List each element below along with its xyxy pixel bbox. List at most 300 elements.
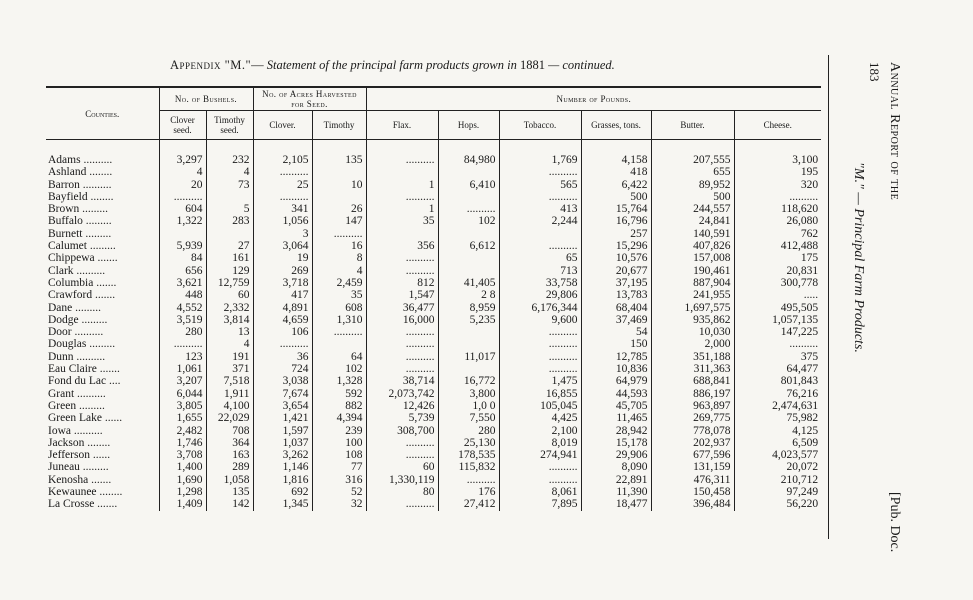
table-cell: 24,841 [651, 215, 734, 227]
table-cell: 161 [206, 252, 253, 264]
table-cell: 500 [581, 191, 651, 203]
table-row [46, 228, 821, 240]
table-cell: 129 [206, 265, 253, 277]
table-cell: .......... [366, 265, 438, 277]
table-cell: .......... [499, 363, 581, 375]
table-cell: 20 [159, 179, 206, 191]
table-cell: 60 [206, 289, 253, 301]
table-row [46, 240, 821, 252]
table-cell: 341 [253, 203, 312, 215]
table-cell: 29,806 [499, 289, 581, 301]
table-cell: 84 [159, 252, 206, 264]
table-cell: 1,475 [499, 375, 581, 387]
table-cell: .......... [366, 326, 438, 338]
table-cell: 3,064 [253, 240, 312, 252]
table-cell: 15,296 [581, 240, 651, 252]
table-cell: 3,814 [206, 314, 253, 326]
table-cell: 1,597 [253, 425, 312, 437]
county-name: Brown ......... [48, 203, 109, 216]
table-cell [438, 252, 499, 264]
table-cell: .......... [499, 166, 581, 178]
table-cell: 5,939 [159, 240, 206, 252]
table-cell: 6,044 [159, 388, 206, 400]
table-cell: 52 [312, 486, 366, 498]
table-cell: 20,831 [734, 265, 821, 277]
table-cell: 11,465 [581, 412, 651, 424]
table-cell: 677,596 [651, 449, 734, 461]
table-row [46, 166, 821, 178]
table-cell [438, 191, 499, 203]
table-row [46, 400, 821, 412]
table-cell: 1,816 [253, 474, 312, 486]
table-cell: 16,000 [366, 314, 438, 326]
vertical-rule [828, 55, 829, 539]
table-cell: 80 [366, 486, 438, 498]
table-cell: 495,505 [734, 302, 821, 314]
county-name: Door .......... [48, 326, 104, 339]
table-cell: 274,941 [499, 449, 581, 461]
farm-products-table [46, 86, 821, 511]
table-cell: 64 [312, 351, 366, 363]
table-cell: 963,897 [651, 400, 734, 412]
header-clover: Clover. [253, 111, 312, 140]
table-cell: 724 [253, 363, 312, 375]
table-cell: 4 [206, 338, 253, 350]
table-cell: 6,176,344 [499, 302, 581, 314]
table-cell: 7,895 [499, 498, 581, 510]
table-row [46, 314, 821, 326]
table-cell: 935,862 [651, 314, 734, 326]
table-cell: 308,700 [366, 425, 438, 437]
table-cell: 26 [312, 203, 366, 215]
table-cell: 608 [312, 302, 366, 314]
table-row [46, 191, 821, 203]
table-cell: 244,557 [651, 203, 734, 215]
table-cell: 11,390 [581, 486, 651, 498]
header-bushels: No. of Bushels. [159, 87, 253, 111]
table-cell: 190,461 [651, 265, 734, 277]
county-name: Buffalo ......... [48, 215, 112, 228]
table-cell: 4,023,577 [734, 449, 821, 461]
table-cell: .......... [253, 338, 312, 350]
table-row [46, 498, 821, 510]
table-row [46, 486, 821, 498]
table-cell: 3,100 [734, 140, 821, 167]
table-cell: 1,769 [499, 140, 581, 167]
table-cell: 178,535 [438, 449, 499, 461]
table-cell: 4,158 [581, 140, 651, 167]
table-cell: 150,458 [651, 486, 734, 498]
table-cell: 12,785 [581, 351, 651, 363]
table-cell: 4,891 [253, 302, 312, 314]
county-name: Bayfield ........ [48, 190, 114, 203]
table-cell: 16,855 [499, 388, 581, 400]
county-name: Kenosha ....... [48, 473, 112, 486]
table-cell [366, 166, 438, 178]
table-cell: 13,783 [581, 289, 651, 301]
table-cell: 656 [159, 265, 206, 277]
table-cell: 140,591 [651, 228, 734, 240]
table-cell: 4,659 [253, 314, 312, 326]
table-cell: 9,600 [499, 314, 581, 326]
table-cell: .......... [253, 191, 312, 203]
county-name: Grant .......... [48, 387, 106, 400]
table-cell: 27 [206, 240, 253, 252]
table-cell: 3,718 [253, 277, 312, 289]
header-timothy: Timothy [312, 111, 366, 140]
table-cell: .......... [366, 140, 438, 167]
table-cell: 812 [366, 277, 438, 289]
table-cell: 708 [206, 425, 253, 437]
table-cell: .......... [366, 363, 438, 375]
table-row [46, 252, 821, 264]
table-cell: 6,410 [438, 179, 499, 191]
county-name: Clark .......... [48, 264, 106, 277]
table-cell: 300,778 [734, 277, 821, 289]
table-cell: 29,906 [581, 449, 651, 461]
table-cell: 100 [312, 437, 366, 449]
table-cell: 1,655 [159, 412, 206, 424]
table-cell: 4,125 [734, 425, 821, 437]
table-cell: 12,759 [206, 277, 253, 289]
table-cell: 36 [253, 351, 312, 363]
county-name: Green ......... [48, 399, 105, 412]
table-cell: 202,937 [651, 437, 734, 449]
table-row [46, 375, 821, 387]
table-cell: 38,714 [366, 375, 438, 387]
running-head [886, 62, 902, 553]
table-cell: 22,029 [206, 412, 253, 424]
table-cell: 142 [206, 498, 253, 510]
table-cell: 6,422 [581, 179, 651, 191]
table-cell: 102 [312, 363, 366, 375]
table-cell: 2,073,742 [366, 388, 438, 400]
table-row [46, 289, 821, 301]
table-row [46, 302, 821, 314]
table-cell: 1,911 [206, 388, 253, 400]
table-cell: 257 [581, 228, 651, 240]
table-cell [206, 191, 253, 203]
table-cell: 10,030 [651, 326, 734, 338]
table-cell: 8 [312, 252, 366, 264]
table-cell: 1,330,119 [366, 474, 438, 486]
table-cell [499, 228, 581, 240]
county-name: Crawford ....... [48, 289, 116, 302]
table-cell: 2,482 [159, 425, 206, 437]
header-butter: Butter. [651, 111, 734, 140]
table-cell: 26,080 [734, 215, 821, 227]
table-row [46, 203, 821, 215]
table-cell: 1,057,135 [734, 314, 821, 326]
table-cell: 412,488 [734, 240, 821, 252]
table-cell: 239 [312, 425, 366, 437]
table-row [46, 338, 821, 350]
table-cell: 64,979 [581, 375, 651, 387]
table-cell: 45,705 [581, 400, 651, 412]
table-cell: 887,904 [651, 277, 734, 289]
table-row [46, 140, 821, 167]
table-cell: .......... [438, 474, 499, 486]
table-cell: 1,058 [206, 474, 253, 486]
table-cell: 76,216 [734, 388, 821, 400]
table-cell: .......... [499, 474, 581, 486]
running-head-title: Annual Report of the [887, 62, 902, 201]
table-cell: 2,474,631 [734, 400, 821, 412]
table-cell: 176 [438, 486, 499, 498]
county-name: Columbia ....... [48, 276, 117, 289]
table-cell: .......... [499, 461, 581, 473]
table-cell: 20,072 [734, 461, 821, 473]
table-cell: 41,405 [438, 277, 499, 289]
table-cell: 364 [206, 437, 253, 449]
table-cell: 10 [312, 179, 366, 191]
table-cell: .......... [499, 351, 581, 363]
county-name: Fond du Lac .... [48, 375, 121, 388]
table-cell: .......... [499, 191, 581, 203]
table-cell: 77 [312, 461, 366, 473]
county-name: Jackson ........ [48, 436, 111, 449]
table-cell: 4 [159, 166, 206, 178]
table-cell: 157,008 [651, 252, 734, 264]
table-caption [170, 58, 730, 73]
table-cell: 3,519 [159, 314, 206, 326]
table-cell: .......... [253, 166, 312, 178]
table-cell: 35 [312, 289, 366, 301]
table-cell: .......... [438, 203, 499, 215]
table-cell: 1,345 [253, 498, 312, 510]
table-cell: .......... [366, 252, 438, 264]
table-cell: 1,310 [312, 314, 366, 326]
table-cell: 4,552 [159, 302, 206, 314]
table-cell [312, 338, 366, 350]
county-name: Dunn .......... [48, 350, 106, 363]
table-cell: 3,207 [159, 375, 206, 387]
table-cell: 418 [581, 166, 651, 178]
table-cell [438, 326, 499, 338]
table-cell: 131,159 [651, 461, 734, 473]
table-cell: .......... [366, 191, 438, 203]
table-cell: 311,363 [651, 363, 734, 375]
table-cell: 1,328 [312, 375, 366, 387]
table-cell: 175 [734, 252, 821, 264]
table-cell: 5,739 [366, 412, 438, 424]
table-cell: 1,037 [253, 437, 312, 449]
table-cell: 655 [651, 166, 734, 178]
table-cell: 269 [253, 265, 312, 277]
table-cell: 4,394 [312, 412, 366, 424]
table-cell: 135 [206, 486, 253, 498]
table-cell: 1,146 [253, 461, 312, 473]
table-cell: 64,477 [734, 363, 821, 375]
table-cell: 22,891 [581, 474, 651, 486]
table-cell: 762 [734, 228, 821, 240]
farm-products-table-wrap [46, 86, 821, 511]
table-cell: 73 [206, 179, 253, 191]
table-cell: 33,758 [499, 277, 581, 289]
table-cell: 7,674 [253, 388, 312, 400]
table-cell: 351,188 [651, 351, 734, 363]
table-cell: 1,322 [159, 215, 206, 227]
table-cell: 232 [206, 140, 253, 167]
table-cell [206, 228, 253, 240]
table-cell: 2,459 [312, 277, 366, 289]
table-cell: 35 [366, 215, 438, 227]
table-cell: 16 [312, 240, 366, 252]
table-cell: 16,796 [581, 215, 651, 227]
table-cell: 8,090 [581, 461, 651, 473]
table-cell: 3,297 [159, 140, 206, 167]
table-cell: 25,130 [438, 437, 499, 449]
table-cell: 1,746 [159, 437, 206, 449]
table-cell: 4,100 [206, 400, 253, 412]
table-cell: 886,197 [651, 388, 734, 400]
table-cell: 241,955 [651, 289, 734, 301]
table-cell: 3,805 [159, 400, 206, 412]
county-name: Eau Claire ....... [48, 363, 120, 376]
table-cell: 283 [206, 215, 253, 227]
caption-dash: — [251, 58, 264, 72]
table-cell: 60 [366, 461, 438, 473]
table-cell: .......... [499, 326, 581, 338]
table-cell: 5 [206, 203, 253, 215]
table-cell: 8,959 [438, 302, 499, 314]
table-cell: 316 [312, 474, 366, 486]
county-name: Adams .......... [48, 154, 113, 166]
table-cell: 105,045 [499, 400, 581, 412]
table-cell: .......... [159, 338, 206, 350]
table-cell: 32 [312, 498, 366, 510]
table-cell: 106 [253, 326, 312, 338]
table-cell: .......... [312, 326, 366, 338]
table-cell: 2,000 [651, 338, 734, 350]
table-cell: 37,195 [581, 277, 651, 289]
table-cell: 12,426 [366, 400, 438, 412]
table-cell: 10,836 [581, 363, 651, 375]
table-cell: 1,697,575 [651, 302, 734, 314]
header-acres: No. of Acres Harvested for Seed. [253, 87, 366, 111]
running-head-pub: [Pub. Doc. [887, 492, 902, 553]
table-cell: .......... [499, 240, 581, 252]
table-cell: 2 8 [438, 289, 499, 301]
table-cell: 396,484 [651, 498, 734, 510]
table-row [46, 437, 821, 449]
table-cell: 4 [206, 166, 253, 178]
table-cell: 1 [366, 203, 438, 215]
header-grasses: Grasses, tons. [581, 111, 651, 140]
table-cell: 7,518 [206, 375, 253, 387]
table-cell [366, 228, 438, 240]
table-cell: ..... [734, 289, 821, 301]
county-name: Burnett ......... [48, 227, 112, 240]
table-cell: 150 [581, 338, 651, 350]
table-cell: 102 [438, 215, 499, 227]
county-name: Dane ......... [48, 301, 102, 314]
table-cell: 3,654 [253, 400, 312, 412]
table-row [46, 412, 821, 424]
table-cell [312, 166, 366, 178]
table-cell: .......... [366, 498, 438, 510]
table-row [46, 351, 821, 363]
table-row [46, 265, 821, 277]
caption-appendix: Appendix "M." [170, 58, 252, 72]
table-cell: 8,061 [499, 486, 581, 498]
table-cell: 476,311 [651, 474, 734, 486]
table-cell: 375 [734, 351, 821, 363]
table-cell [159, 228, 206, 240]
side-title: "M." — Principal Farm Products. [851, 162, 866, 353]
caption-year: 1881 [519, 58, 545, 72]
table-cell: 10,576 [581, 252, 651, 264]
county-name: Iowa .......... [48, 424, 103, 437]
table-cell: 801,843 [734, 375, 821, 387]
table-cell: 2,244 [499, 215, 581, 227]
table-cell: 1,547 [366, 289, 438, 301]
table-cell [438, 228, 499, 240]
table-cell: 604 [159, 203, 206, 215]
table-row [46, 277, 821, 289]
table-cell: 3,708 [159, 449, 206, 461]
table-cell: 135 [312, 140, 366, 167]
table-cell: .......... [734, 191, 821, 203]
header-tobacco: Tobacco. [499, 111, 581, 140]
table-cell [438, 338, 499, 350]
table-cell: 195 [734, 166, 821, 178]
table-cell: .......... [499, 338, 581, 350]
table-row [46, 215, 821, 227]
table-row [46, 425, 821, 437]
table-body [46, 140, 821, 511]
table-cell: 3 [253, 228, 312, 240]
table-cell [312, 191, 366, 203]
table-cell: 97,249 [734, 486, 821, 498]
table-cell: 7,550 [438, 412, 499, 424]
table-cell: 2,105 [253, 140, 312, 167]
table-cell: 1 [366, 179, 438, 191]
table-cell: 89,952 [651, 179, 734, 191]
table-cell: 11,017 [438, 351, 499, 363]
county-name: Douglas ......... [48, 338, 116, 351]
table-cell: 280 [438, 425, 499, 437]
header-clover-seed: Clover seed. [159, 111, 206, 140]
table-cell: 163 [206, 449, 253, 461]
county-name: Barron .......... [48, 178, 112, 191]
table-cell: 371 [206, 363, 253, 375]
table-cell: 115,832 [438, 461, 499, 473]
table-cell: 269,775 [651, 412, 734, 424]
header-flax: Flax. [366, 111, 438, 140]
county-name: Juneau ......... [48, 461, 109, 474]
table-row [46, 179, 821, 191]
table-cell: 407,826 [651, 240, 734, 252]
table-cell: 25 [253, 179, 312, 191]
table-cell: 289 [206, 461, 253, 473]
table-cell: 207,555 [651, 140, 734, 167]
table-cell: 280 [159, 326, 206, 338]
header-pounds: Number of Pounds. [366, 87, 821, 111]
table-row [46, 326, 821, 338]
table-cell: 16,772 [438, 375, 499, 387]
table-cell: 3,800 [438, 388, 499, 400]
table-cell: 147,225 [734, 326, 821, 338]
table-cell: 413 [499, 203, 581, 215]
table-cell: 44,593 [581, 388, 651, 400]
table-cell: 28,942 [581, 425, 651, 437]
table-row [46, 388, 821, 400]
table-cell: 448 [159, 289, 206, 301]
table-cell: 1,421 [253, 412, 312, 424]
caption-continued: — continued. [548, 58, 615, 72]
table-cell [438, 363, 499, 375]
